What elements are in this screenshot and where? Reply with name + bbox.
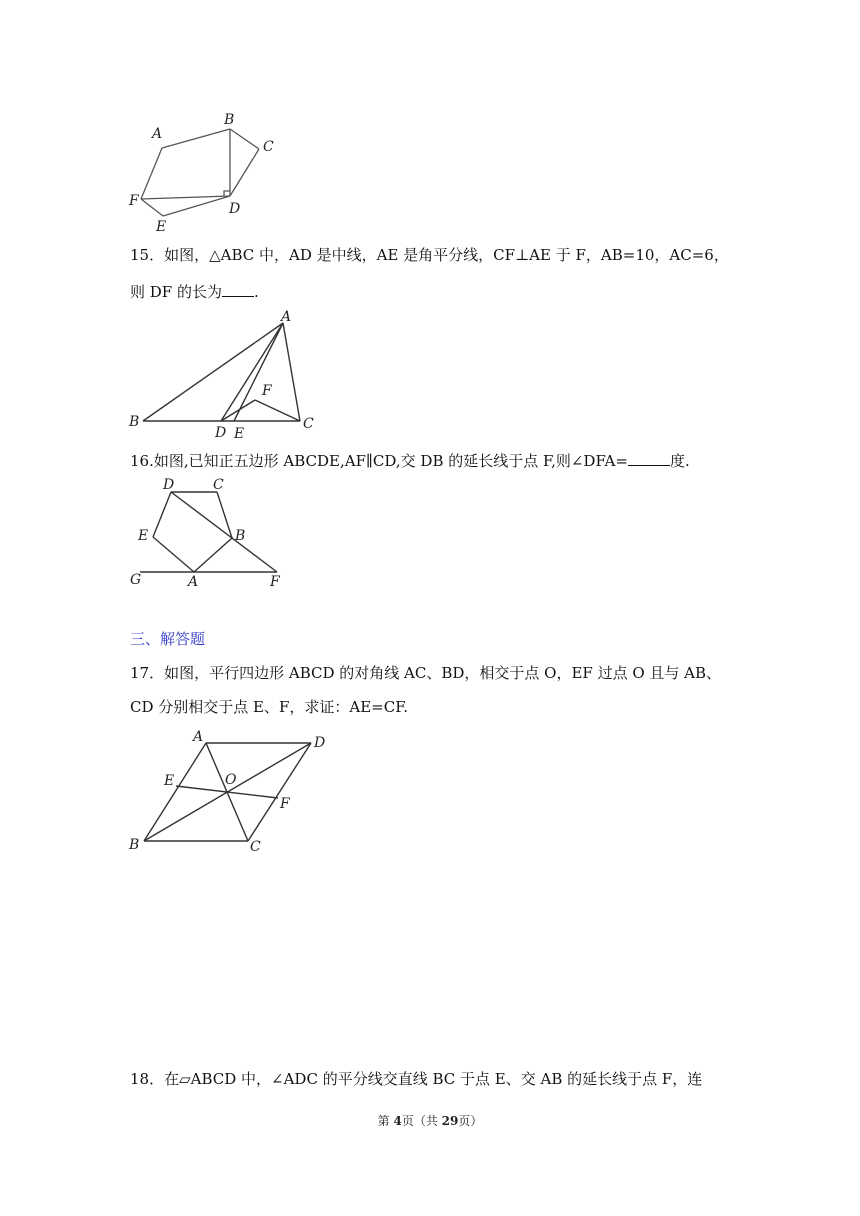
figure-regular-pentagon xyxy=(125,472,295,592)
label-b: B xyxy=(235,528,246,544)
segment-ba xyxy=(194,538,232,572)
segment-df xyxy=(171,492,277,572)
segment-af xyxy=(141,148,162,199)
answer-blank-16 xyxy=(628,449,670,466)
label-e: E xyxy=(156,219,167,235)
label-c: C xyxy=(250,839,261,855)
label-c: C xyxy=(263,139,274,155)
label-e: E xyxy=(234,426,245,442)
section-heading-3: 三、解答题 xyxy=(130,630,206,648)
label-g: G xyxy=(130,572,142,588)
segment-ed xyxy=(153,492,171,537)
label-f: F xyxy=(262,383,272,399)
label-a: A xyxy=(188,574,199,590)
question-15-line-2 xyxy=(130,280,259,303)
segment-fe xyxy=(141,199,163,216)
label-f: F xyxy=(270,574,280,590)
segment-ae xyxy=(153,537,194,572)
answer-blank-15 xyxy=(222,280,254,297)
question-17-line-1: 17．如图，平行四边形 ABCD 的对角线 AC、BD，相交于点 O，EF 过点 O 且与 AB、 xyxy=(130,664,722,682)
question-17-line-2: CD 分别相交于点 E、F，求证：AE=CF. xyxy=(130,698,409,716)
label-e: E xyxy=(138,528,149,544)
label-d: D xyxy=(215,425,227,441)
footer-middle: 页（共 xyxy=(401,1114,442,1128)
segment-df xyxy=(221,400,255,421)
footer-page-number: 4 xyxy=(393,1114,402,1128)
label-d: D xyxy=(229,201,241,217)
label-d: D xyxy=(314,735,326,751)
question-16-text: 16.如图,已知正五边形 ABCDE,AF∥CD,交 DB 的延长线于点 F,则∠DFA= xyxy=(130,452,628,470)
segment-ed xyxy=(163,196,230,216)
segment-fd xyxy=(141,196,230,199)
question-15-line-2-text: 则 DF 的长为 xyxy=(130,283,222,301)
figure-parallelogram-abcd xyxy=(125,728,340,858)
figure-hexagon-abcdef xyxy=(120,105,290,240)
segment-dc xyxy=(248,743,311,841)
label-o: O xyxy=(225,772,237,788)
question-16 xyxy=(130,449,690,472)
segment-ab xyxy=(143,323,283,421)
label-b: B xyxy=(224,112,235,128)
segment-ab xyxy=(162,129,230,148)
figure-triangle-abc xyxy=(125,308,325,440)
label-b: B xyxy=(129,837,140,853)
segment-ba xyxy=(144,743,206,841)
segment-bc xyxy=(230,129,259,149)
label-a: A xyxy=(152,126,163,142)
label-b: B xyxy=(129,414,140,430)
segment-cf xyxy=(255,400,300,421)
label-c: C xyxy=(303,416,314,432)
label-f: F xyxy=(129,193,139,209)
label-a: A xyxy=(281,309,292,325)
right-angle-mark xyxy=(224,191,230,196)
segment-ad xyxy=(221,323,283,421)
footer-suffix: 页） xyxy=(458,1114,483,1128)
label-c: C xyxy=(213,477,224,493)
question-15-period: . xyxy=(253,283,259,301)
question-16-unit: 度. xyxy=(669,452,690,470)
question-18-line-1: 18．在▱ABCD 中，∠ADC 的平分线交直线 BC 于点 E、交 AB 的延长线于点 F，连 xyxy=(130,1070,703,1088)
label-e: E xyxy=(164,773,175,789)
label-a: A xyxy=(193,729,204,745)
segment-cb xyxy=(217,492,232,538)
footer-total-pages: 29 xyxy=(441,1114,459,1128)
segment-ae xyxy=(234,323,283,421)
segment-cd xyxy=(230,149,259,196)
footer-prefix: 第 xyxy=(377,1114,394,1128)
page-footer xyxy=(0,1112,860,1129)
segment-ac xyxy=(283,323,300,421)
label-d: D xyxy=(163,477,175,493)
label-f: F xyxy=(280,796,290,812)
question-15-line-1: 15．如图，△ABC 中，AD 是中线，AE 是角平分线，CF⊥AE 于 F，AB=10，AC=6， xyxy=(130,246,729,264)
